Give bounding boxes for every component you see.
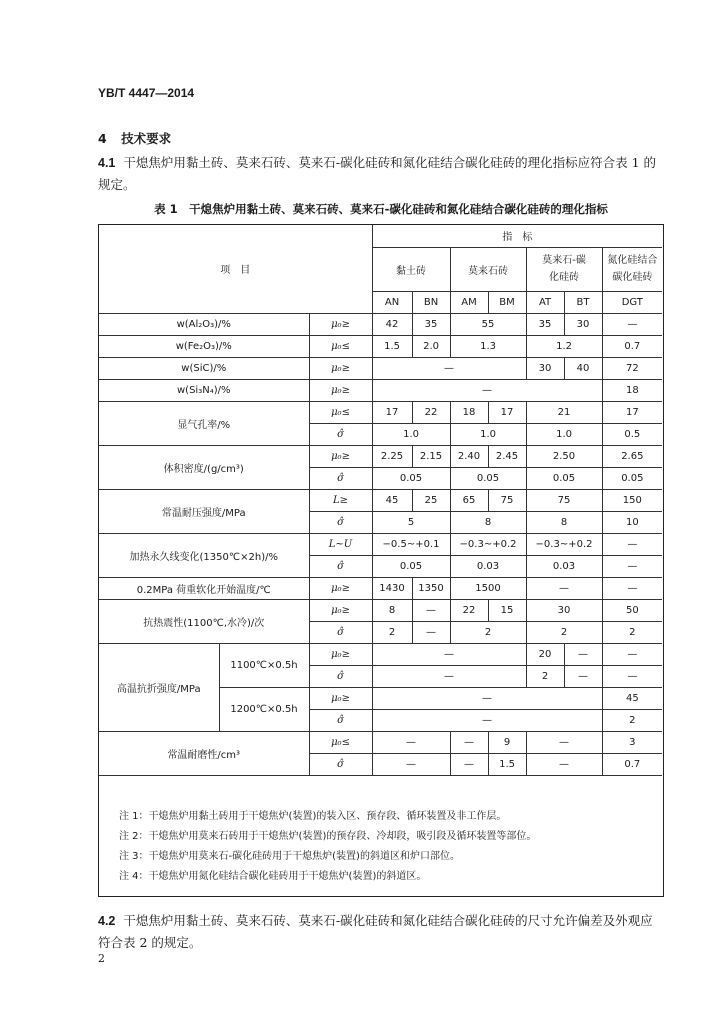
paragraph-4-2 xyxy=(98,910,664,954)
cell: 21 xyxy=(526,401,602,423)
cell: 2.40 xyxy=(450,445,488,467)
cell: — xyxy=(412,599,450,621)
cell: 42 xyxy=(372,313,412,335)
cell: 20 xyxy=(526,643,564,665)
cell: — xyxy=(450,753,488,775)
cell: 1.0 xyxy=(450,423,526,445)
cell: 0.7 xyxy=(602,335,662,357)
cell: 0.03 xyxy=(450,555,526,577)
cell: 0.03 xyxy=(526,555,602,577)
cell: — xyxy=(372,753,450,775)
cell: 0.05 xyxy=(602,467,662,489)
table-1 xyxy=(98,224,664,897)
cell: — xyxy=(372,665,526,687)
grade-am: AM xyxy=(450,291,488,313)
cell: 1.5 xyxy=(488,753,526,775)
cell: — xyxy=(372,687,602,709)
grade-bm: BM xyxy=(488,291,526,313)
cell: 1.0 xyxy=(526,423,602,445)
cell: 55 xyxy=(450,313,526,335)
cell: 30 xyxy=(564,313,602,335)
cell: 15 xyxy=(488,599,526,621)
row-label: 高温抗折强度/MPa xyxy=(99,643,219,731)
cell: — xyxy=(526,577,602,599)
row-label: w(Si₃N₄)/% xyxy=(99,379,309,401)
cell: 0.5 xyxy=(602,423,662,445)
cell: — xyxy=(372,379,602,401)
cell: 65 xyxy=(450,489,488,511)
cell: — xyxy=(372,731,450,753)
cell: — xyxy=(602,313,662,335)
section-title: 技术要求 xyxy=(121,131,172,146)
row-symbol: μ₀≥ xyxy=(309,357,372,379)
row-symbol: L~U xyxy=(309,533,372,555)
row-symbol: σ̂ xyxy=(309,555,372,577)
cell: 22 xyxy=(412,401,450,423)
cell: 2 xyxy=(602,621,662,643)
cell: 9 xyxy=(488,731,526,753)
row-symbol: σ̂ xyxy=(309,665,372,687)
row-symbol: μ₀≥ xyxy=(309,599,372,621)
cell: 25 xyxy=(412,489,450,511)
row-symbol: μ₀≥ xyxy=(309,577,372,599)
cell: −0.3~+0.2 xyxy=(526,533,602,555)
cell: — xyxy=(602,665,662,687)
row-symbol: μ₀≤ xyxy=(309,335,372,357)
row-symbol: σ̂ xyxy=(309,511,372,533)
cell: 2 xyxy=(450,621,526,643)
cell: — xyxy=(450,731,488,753)
cell: 2.0 xyxy=(412,335,450,357)
cell: — xyxy=(564,643,602,665)
note-2: 注 2：干熄焦炉用莫来石砖用于干熄焦炉(装置)的预存段、冷却段，吸引段及循环装置等部位。 xyxy=(119,831,537,842)
cell: — xyxy=(372,709,602,731)
property-table xyxy=(99,225,662,776)
cell: 40 xyxy=(564,357,602,379)
cell: — xyxy=(602,533,662,555)
row-symbol: σ̂ xyxy=(309,423,372,445)
header-si3n4-sic: 氮化硅结合碳化硅砖 xyxy=(602,247,662,291)
cell: — xyxy=(564,665,602,687)
row-symbol: σ̂ xyxy=(309,621,372,643)
cell: −0.3~+0.2 xyxy=(450,533,526,555)
row-symbol: μ₀≥ xyxy=(309,445,372,467)
grade-at: AT xyxy=(526,291,564,313)
table-notes xyxy=(99,801,662,893)
cell: 8 xyxy=(372,599,412,621)
cell: 0.05 xyxy=(526,467,602,489)
row-label: 常温耐磨性/cm³ xyxy=(99,731,309,775)
standard-number: YB/T 4447—2014 xyxy=(98,86,195,100)
header-mullite-sic: 莫来石-碳化硅砖 xyxy=(526,247,602,291)
header-clay: 黏土砖 xyxy=(372,247,450,291)
row-symbol: σ̂ xyxy=(309,467,372,489)
row-label: 抗热震性(1100℃,水冷)/次 xyxy=(99,599,309,643)
header-index: 指 标 xyxy=(372,225,662,247)
row-label: 加热永久线变化(1350℃×2h)/% xyxy=(99,533,309,577)
row-label: 0.2MPa 荷重软化开始温度/℃ xyxy=(99,577,309,599)
grade-bn: BN xyxy=(412,291,450,313)
cell: 1.3 xyxy=(450,335,526,357)
row-symbol: μ₀≥ xyxy=(309,687,372,709)
row-label: 显气孔率/% xyxy=(99,401,309,445)
cell: 72 xyxy=(602,357,662,379)
row-symbol: L≥ xyxy=(309,489,372,511)
note-1: 注 1：干熄焦炉用黏土砖用于干熄焦炉(装置)的装入区、预存段、循环装置及非工作层。 xyxy=(119,811,507,822)
clause-number: 4.2 xyxy=(98,914,116,928)
cell: 1350 xyxy=(412,577,450,599)
paragraph-4-1 xyxy=(98,152,664,196)
cell: 35 xyxy=(412,313,450,335)
cell: — xyxy=(372,643,526,665)
cell: 1500 xyxy=(450,577,526,599)
header-item: 项 目 xyxy=(99,225,372,313)
row-symbol: μ₀≤ xyxy=(309,401,372,423)
cell: — xyxy=(602,555,662,577)
row-label: 常温耐压强度/MPa xyxy=(99,489,309,533)
row-sublabel: 1200℃×0.5h xyxy=(219,687,309,731)
cell: 0.05 xyxy=(372,467,450,489)
cell: 2.15 xyxy=(412,445,450,467)
cell: 18 xyxy=(450,401,488,423)
cell: 45 xyxy=(372,489,412,511)
cell: 150 xyxy=(602,489,662,511)
cell: 50 xyxy=(602,599,662,621)
cell: −0.5~+0.1 xyxy=(372,533,450,555)
cell: 30 xyxy=(526,599,602,621)
cell: 2 xyxy=(372,621,412,643)
cell: 2.50 xyxy=(526,445,602,467)
cell: 10 xyxy=(602,511,662,533)
row-label: w(Al₂O₃)/% xyxy=(99,313,309,335)
grade-dgt: DGT xyxy=(602,291,662,313)
cell: 17 xyxy=(372,401,412,423)
cell: 8 xyxy=(526,511,602,533)
grade-an: AN xyxy=(372,291,412,313)
row-symbol: μ₀≥ xyxy=(309,643,372,665)
cell: 22 xyxy=(450,599,488,621)
cell: 2.65 xyxy=(602,445,662,467)
cell: 75 xyxy=(526,489,602,511)
cell: — xyxy=(372,357,526,379)
row-symbol: σ̂ xyxy=(309,753,372,775)
cell: — xyxy=(412,621,450,643)
cell: 2 xyxy=(602,709,662,731)
section-number: 4 xyxy=(98,131,107,146)
cell: 0.7 xyxy=(602,753,662,775)
row-sublabel: 1100℃×0.5h xyxy=(219,643,309,687)
cell: — xyxy=(526,731,602,753)
cell: 2.45 xyxy=(488,445,526,467)
cell: — xyxy=(526,753,602,775)
cell: 75 xyxy=(488,489,526,511)
cell: 17 xyxy=(488,401,526,423)
row-symbol: μ₀≥ xyxy=(309,313,372,335)
note-3: 注 3：干熄焦炉用莫来石-碳化硅砖用于干熄焦炉(装置)的斜道区和炉口部位。 xyxy=(119,851,460,862)
cell: 2 xyxy=(526,665,564,687)
cell: 2.25 xyxy=(372,445,412,467)
grade-bt: BT xyxy=(564,291,602,313)
cell: 0.05 xyxy=(372,555,450,577)
clause-number: 4.1 xyxy=(98,156,116,170)
clause-text: 干熄焦炉用黏土砖、莫来石砖、莫来石-碳化硅砖和氮化硅结合碳化硅砖的尺寸允许偏差及外观应符合表 2 的规定。 xyxy=(98,913,653,950)
row-label: w(Fe₂O₃)/% xyxy=(99,335,309,357)
table-caption: 表 1 干熄焦炉用黏土砖、莫来石砖、莫来石-碳化硅砖和氮化硅结合碳化硅砖的理化指标 xyxy=(154,202,608,216)
cell: 8 xyxy=(450,511,526,533)
cell: 45 xyxy=(602,687,662,709)
cell: 30 xyxy=(526,357,564,379)
cell: — xyxy=(602,643,662,665)
clause-text: 干熄焦炉用黏土砖、莫来石砖、莫来石-碳化硅砖和氮化硅结合碳化硅砖的理化指标应符合表 1 的规定。 xyxy=(98,155,657,192)
header-mullite: 莫来石砖 xyxy=(450,247,526,291)
row-symbol: μ₀≥ xyxy=(309,379,372,401)
cell: 1.2 xyxy=(526,335,602,357)
cell: 1.5 xyxy=(372,335,412,357)
page-number: 2 xyxy=(98,952,105,965)
row-symbol: σ̂ xyxy=(309,709,372,731)
cell: 3 xyxy=(602,731,662,753)
row-label: 体积密度/(g/cm³) xyxy=(99,445,309,489)
section-heading xyxy=(98,129,171,147)
cell: 17 xyxy=(602,401,662,423)
cell: 35 xyxy=(526,313,564,335)
cell: 2 xyxy=(526,621,602,643)
cell: 1.0 xyxy=(372,423,450,445)
cell: — xyxy=(602,577,662,599)
cell: 1430 xyxy=(372,577,412,599)
cell: 18 xyxy=(602,379,662,401)
row-label: w(SiC)/% xyxy=(99,357,309,379)
cell: 0.05 xyxy=(450,467,526,489)
cell: 5 xyxy=(372,511,450,533)
note-4: 注 4：干熄焦炉用氮化硅结合碳化硅砖用于干熄焦炉(装置)的斜道区。 xyxy=(119,871,427,882)
row-symbol: μ₀≤ xyxy=(309,731,372,753)
